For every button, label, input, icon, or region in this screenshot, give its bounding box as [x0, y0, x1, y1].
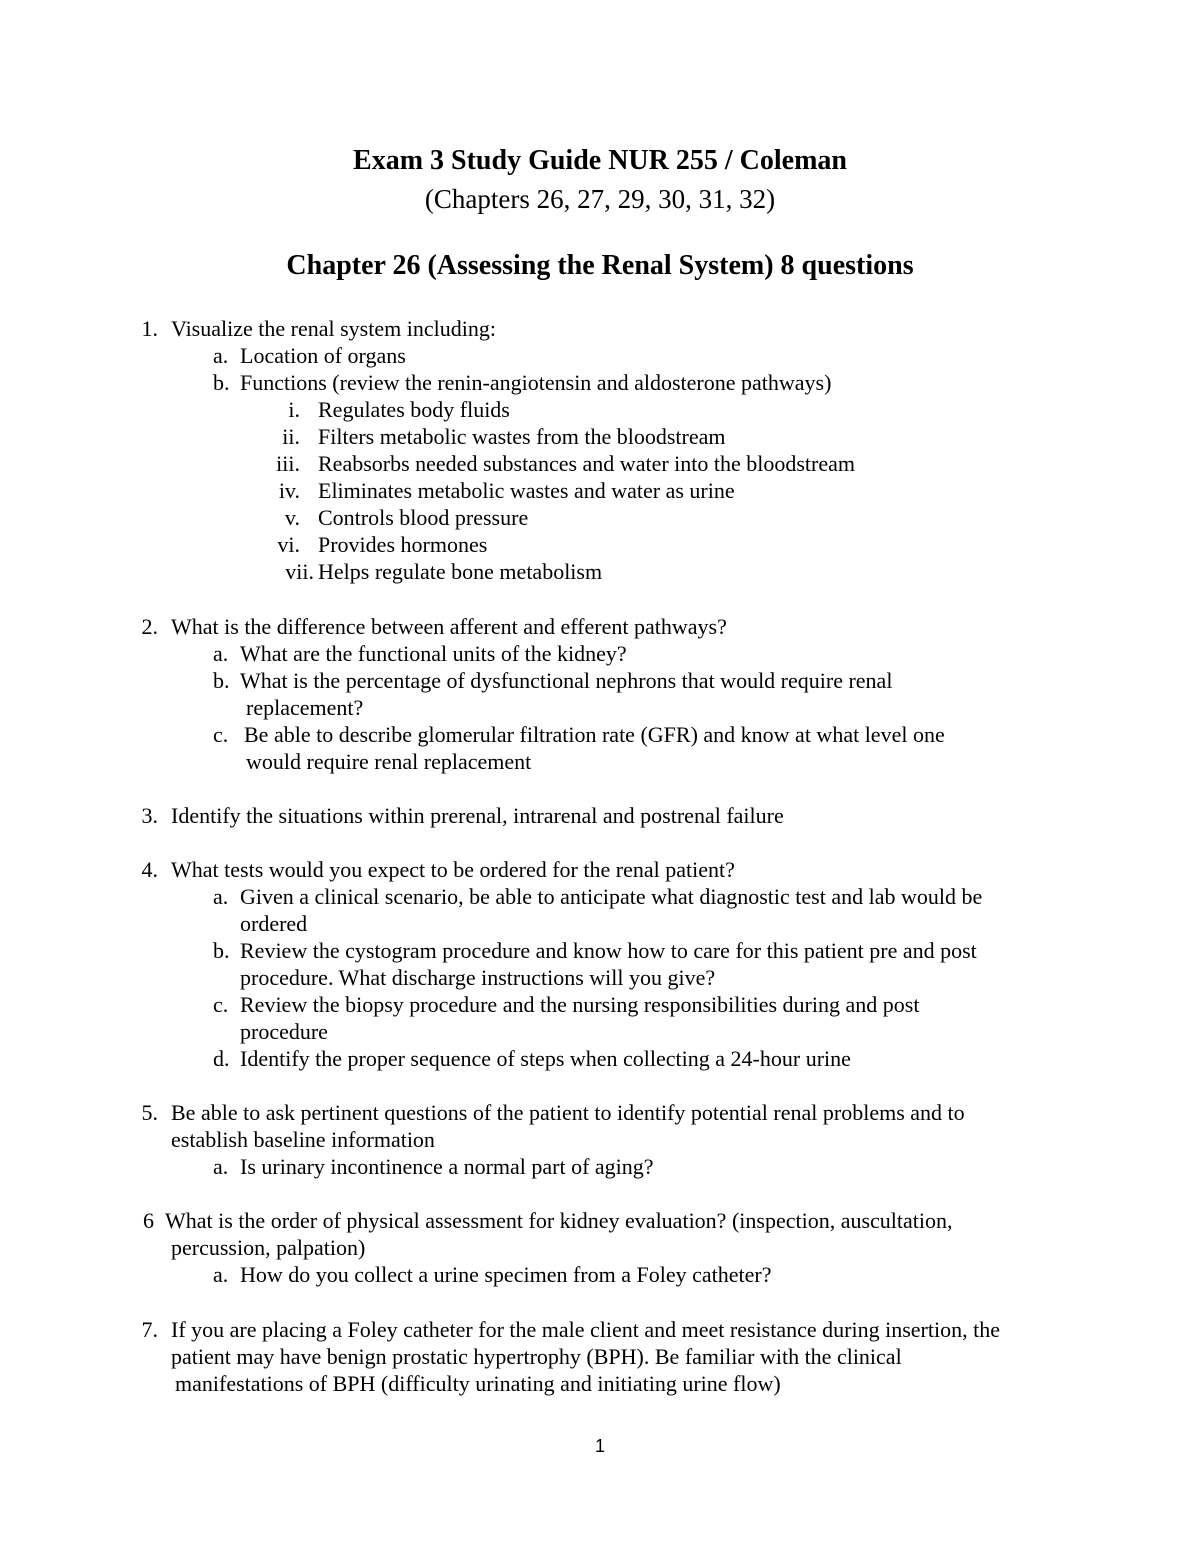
q1b-sub-text: Controls blood pressure: [318, 505, 529, 530]
q1a-text: Location of organs: [240, 343, 406, 368]
q4d-marker: d.: [213, 1046, 230, 1071]
q1b-sub-text: Reabsorbs needed substances and water into the bloodstream: [318, 451, 856, 476]
q1b-sub-marker: ii.: [282, 424, 300, 449]
q7-text-line1: If you are placing a Foley catheter for the male client and meet resistance during insertion, the: [171, 1317, 1000, 1342]
q2a-text: What are the functional units of the kidney?: [240, 641, 627, 666]
q3-number: 3.: [141, 803, 158, 828]
q4c-text-line2: procedure: [240, 1019, 328, 1044]
q6a-marker: a.: [213, 1262, 229, 1287]
q1b-sub-marker: iv.: [278, 478, 300, 503]
q7-text-line2: patient may have benign prostatic hypertrophy (BPH). Be familiar with the clinical: [171, 1344, 902, 1369]
q5a-marker: a.: [213, 1154, 229, 1179]
q1b-text: Functions (review the renin-angiotensin and aldosterone pathways): [240, 370, 832, 395]
q4b-text-line1: Review the cystogram procedure and know how to care for this patient pre and post: [240, 938, 977, 963]
q5a-text: Is urinary incontinence a normal part of aging?: [240, 1154, 654, 1179]
q4c-text-line1: Review the biopsy procedure and the nursing responsibilities during and post: [240, 992, 920, 1017]
q1b-marker: b.: [213, 370, 230, 395]
q4a-marker: a.: [213, 884, 229, 909]
q2a-marker: a.: [213, 641, 229, 666]
q1a-marker: a.: [213, 343, 229, 368]
q2b-text-line1: What is the percentage of dysfunctional nephrons that would require renal: [240, 668, 893, 693]
q4b-text-line2: procedure. What discharge instructions will you give?: [240, 965, 716, 990]
q1b-sub-text: Provides hormones: [318, 532, 488, 557]
q1b-sub-marker: i.: [288, 397, 300, 422]
q1b-sub-text: Filters metabolic wastes from the bloodstream: [318, 424, 726, 449]
q2b-marker: b.: [213, 668, 230, 693]
q1b-sub-marker: v.: [284, 505, 300, 530]
q1b-sub-marker: vi.: [277, 532, 300, 557]
q7-number: 7.: [141, 1317, 158, 1342]
q6-number: 6: [143, 1208, 154, 1233]
q4b-marker: b.: [213, 938, 230, 963]
q1b-sub-text: Helps regulate bone metabolism: [318, 559, 603, 584]
q2c-text-line2: would require renal replacement: [246, 749, 532, 774]
q6a-text: How do you collect a urine specimen from a Foley catheter?: [240, 1262, 772, 1287]
q4a-text-line1: Given a clinical scenario, be able to anticipate what diagnostic test and lab would be: [240, 884, 983, 909]
q7-text-line3: manifestations of BPH (difficulty urinating and initiating urine flow): [175, 1371, 781, 1396]
q1-text: Visualize the renal system including:: [171, 316, 496, 341]
document-subtitle: (Chapters 26, 27, 29, 30, 31, 32): [424, 184, 776, 214]
page-number: 1: [594, 1436, 605, 1456]
q5-text-line2: establish baseline information: [171, 1127, 435, 1152]
q5-text-line1: Be able to ask pertinent questions of the patient to identify potential renal problems and to: [171, 1100, 965, 1125]
q1b-sub-marker: vii.: [285, 559, 314, 584]
q3-text: Identify the situations within prerenal, intrarenal and postrenal failure: [171, 803, 784, 828]
q2-number: 2.: [141, 614, 158, 639]
document-title: Exam 3 Study Guide NUR 255 / Coleman: [353, 145, 847, 176]
q2b-text-line2: replacement?: [246, 695, 364, 720]
q2c-text-line1: Be able to describe glomerular filtration rate (GFR) and know at what level one: [244, 722, 945, 747]
q1b-sub-text: Regulates body fluids: [318, 397, 510, 422]
q6-text-line1: What is the order of physical assessment for kidney evaluation? (inspection, auscultation,: [165, 1208, 953, 1233]
q1-number: 1.: [141, 316, 158, 341]
q4d-text: Identify the proper sequence of steps when collecting a 24-hour urine: [240, 1046, 851, 1071]
q4-text: What tests would you expect to be ordered for the renal patient?: [171, 857, 735, 882]
chapter-heading: Chapter 26 (Assessing the Renal System) 8 questions: [286, 250, 914, 281]
q2-text: What is the difference between afferent and efferent pathways?: [171, 614, 727, 639]
q1b-sub-text: Eliminates metabolic wastes and water as urine: [318, 478, 735, 503]
q2c-marker: c.: [213, 722, 229, 747]
q5-number: 5.: [141, 1100, 158, 1125]
q4c-marker: c.: [213, 992, 229, 1017]
q4a-text-line2: ordered: [240, 911, 308, 936]
q6-text-line2: percussion, palpation): [171, 1235, 366, 1260]
q1b-sub-marker: iii.: [276, 451, 300, 476]
q4-number: 4.: [141, 857, 158, 882]
